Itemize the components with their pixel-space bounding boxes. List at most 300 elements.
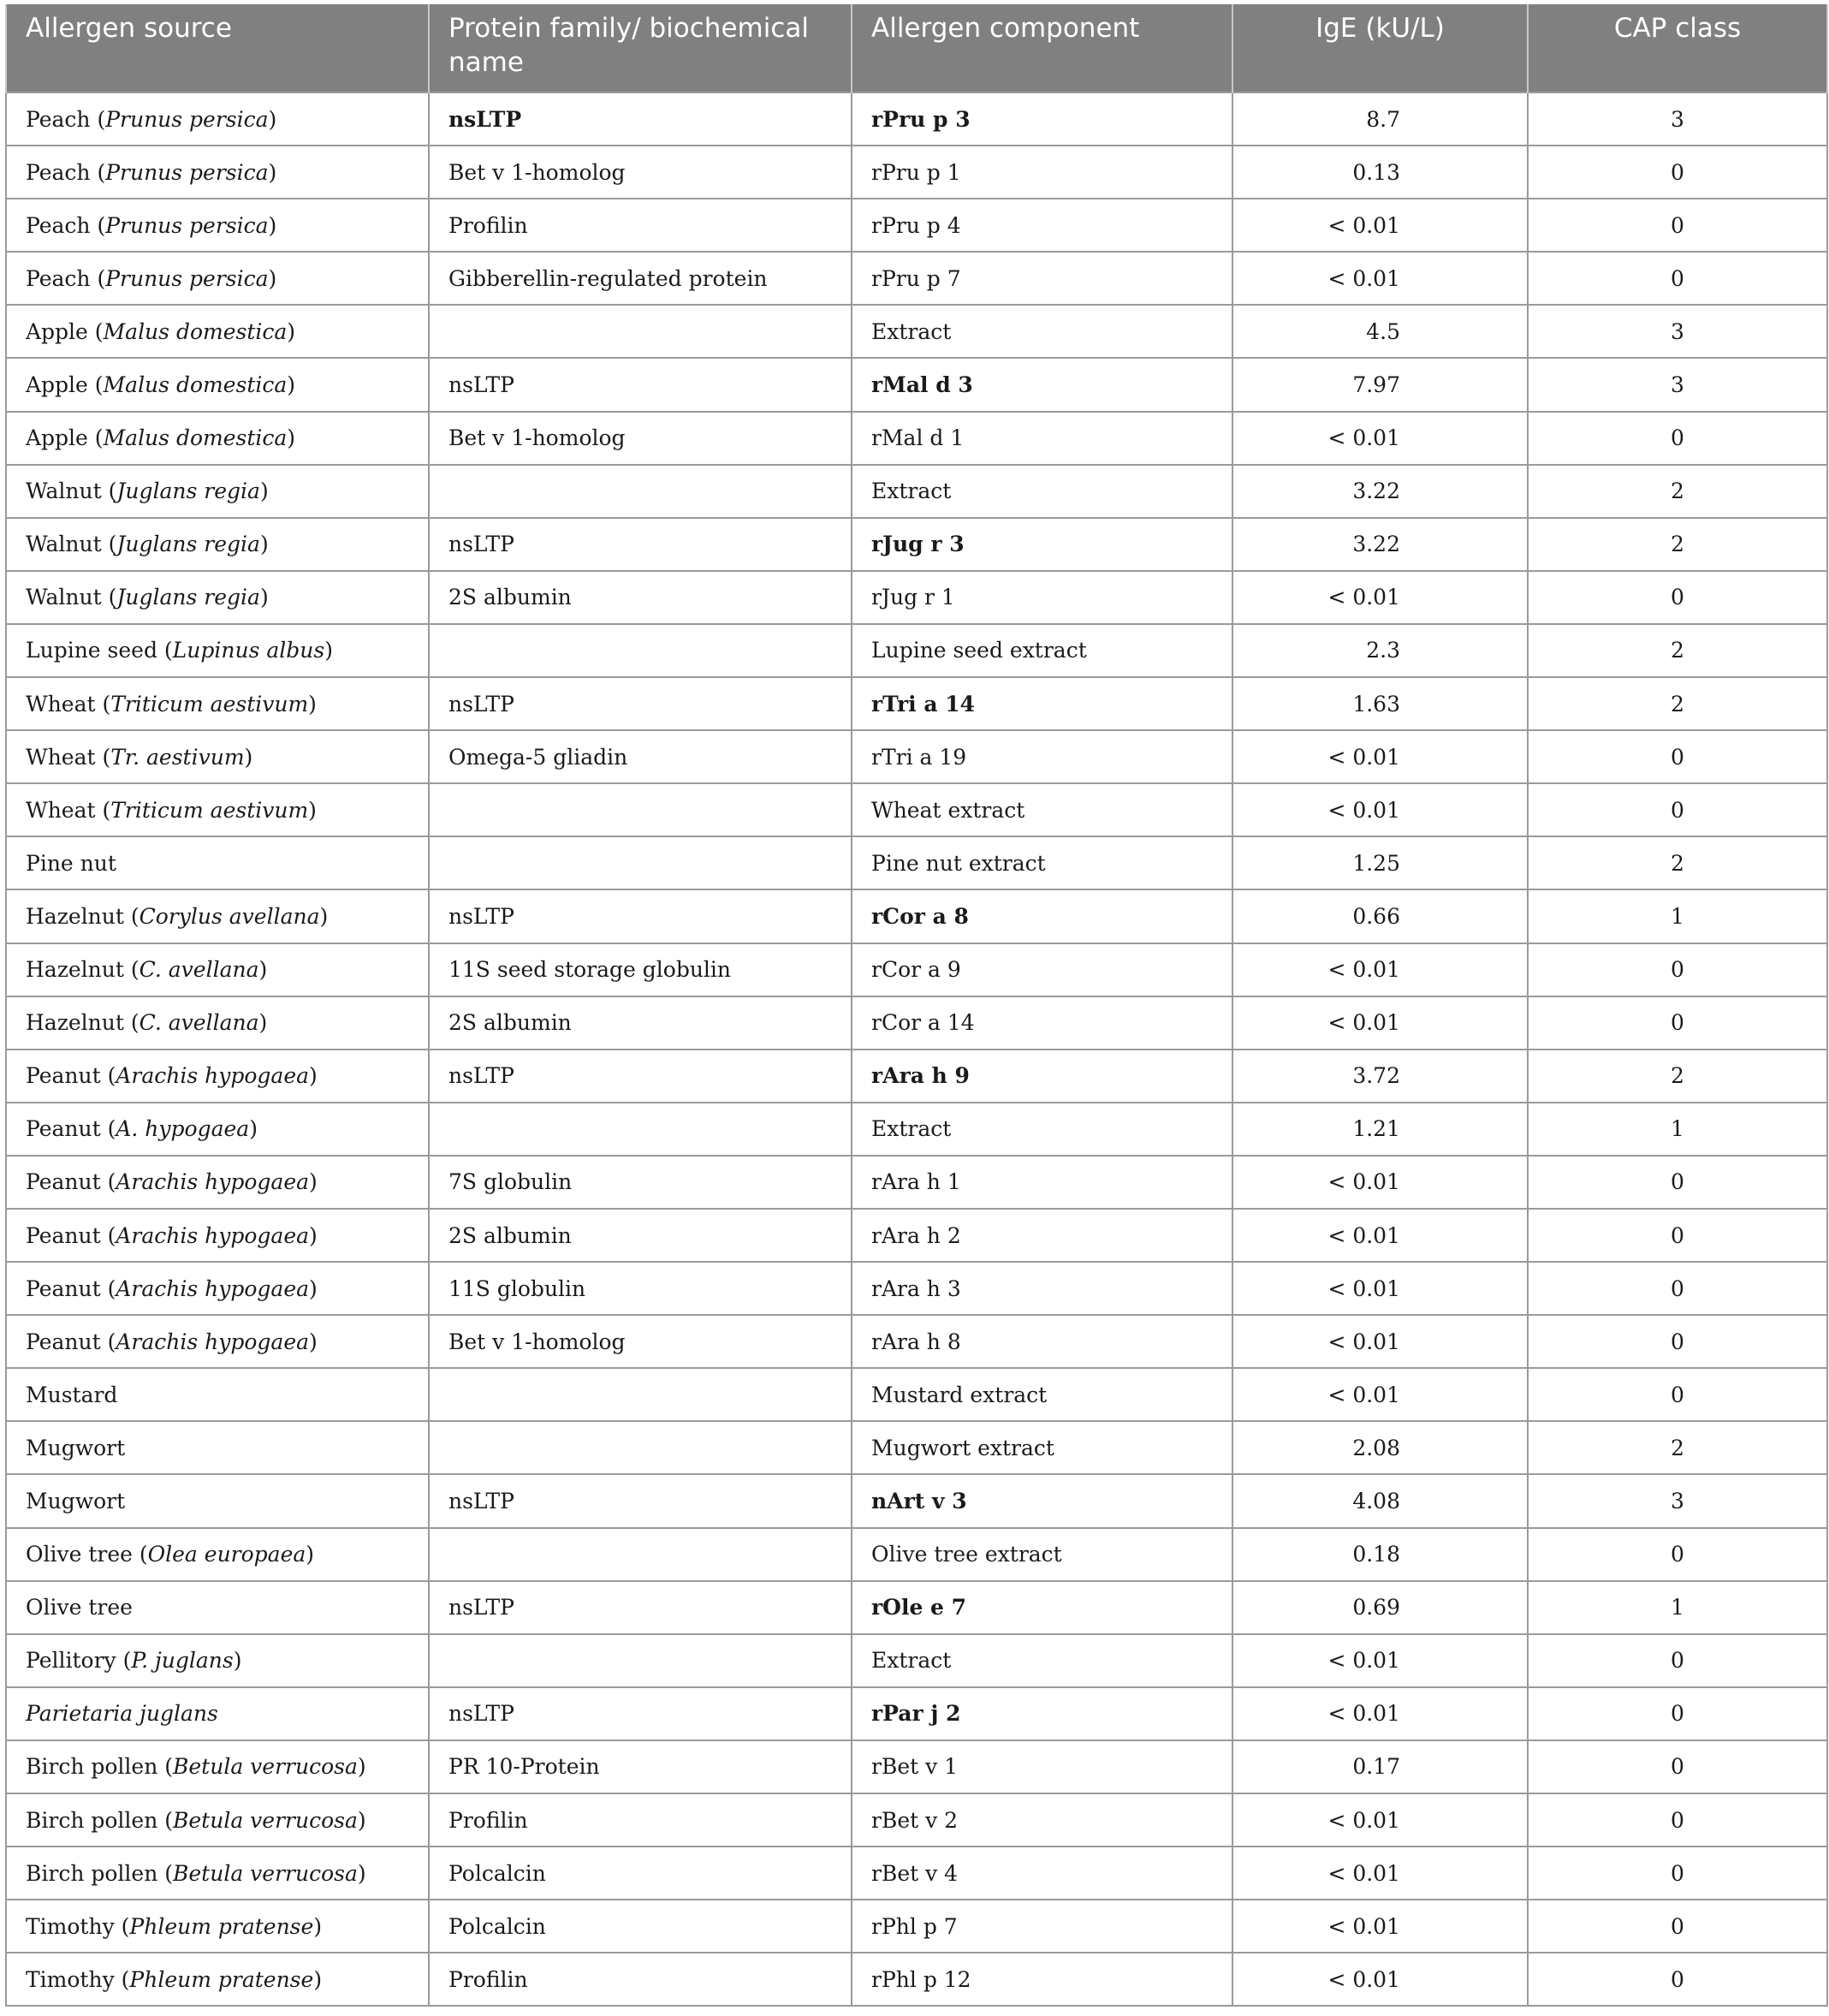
- table-row: [6, 412, 1827, 465]
- cell-allergen-source: [6, 1581, 429, 1634]
- cell-ige: < 0.01: [1232, 730, 1528, 783]
- source-name: Mugwort: [26, 1435, 126, 1460]
- header-cap-class: CAP class: [1528, 4, 1827, 92]
- cell-allergen-component: rPhl p 12: [852, 1953, 1232, 2006]
- source-name: Mustard: [26, 1382, 118, 1407]
- cell-protein-family: [429, 836, 852, 889]
- cell-allergen-source: [6, 1687, 429, 1740]
- source-latin-name: Malus domestica: [103, 425, 288, 451]
- cell-allergen-source: [6, 1953, 429, 2006]
- source-latin-name: Parietaria juglans: [26, 1701, 218, 1727]
- cell-cap-class: 0: [1528, 1687, 1827, 1740]
- cell-allergen-component: rPru p 1: [852, 146, 1232, 199]
- source-paren-close: ): [309, 1222, 318, 1248]
- table-row: [6, 305, 1827, 358]
- cell-allergen-source: [6, 1421, 429, 1474]
- cell-allergen-source: [6, 677, 429, 730]
- cell-cap-class: 0: [1528, 412, 1827, 465]
- cell-protein-family: [429, 1634, 852, 1687]
- cell-cap-class: 0: [1528, 1156, 1827, 1209]
- cell-protein-family: nsLTP: [429, 1474, 852, 1527]
- source-paren-close: ): [259, 532, 269, 557]
- cell-cap-class: 0: [1528, 1262, 1827, 1315]
- cell-protein-family: 11S globulin: [429, 1262, 852, 1315]
- table-row: [6, 465, 1827, 518]
- source-latin-name: Juglans regia: [116, 532, 260, 557]
- cell-allergen-component: rAra h 2: [852, 1209, 1232, 1262]
- source-name: Peanut (: [26, 1116, 116, 1142]
- header-ige: IgE (kU/L): [1232, 4, 1528, 92]
- cell-allergen-component: rMal d 3: [852, 358, 1232, 411]
- table-row: [6, 199, 1827, 252]
- source-paren-close: ): [308, 691, 317, 717]
- table-row: [6, 252, 1827, 305]
- allergen-table: [5, 4, 1828, 2007]
- cell-ige: 3.22: [1232, 518, 1528, 571]
- table-row: [6, 1209, 1827, 1262]
- cell-cap-class: 0: [1528, 943, 1827, 996]
- cell-protein-family: [429, 305, 852, 358]
- cell-protein-family: Bet v 1-homolog: [429, 146, 852, 199]
- cell-protein-family: Omega-5 gliadin: [429, 730, 852, 783]
- cell-protein-family: [429, 624, 852, 677]
- cell-ige: < 0.01: [1232, 571, 1528, 624]
- cell-allergen-component: rPhl p 7: [852, 1900, 1232, 1953]
- header-row: [6, 4, 1827, 92]
- source-paren-close: ): [324, 638, 333, 663]
- cell-allergen-component: rAra h 9: [852, 1050, 1232, 1103]
- cell-allergen-component: nArt v 3: [852, 1474, 1232, 1527]
- table-row: [6, 1474, 1827, 1527]
- cell-protein-family: PR 10-Protein: [429, 1740, 852, 1793]
- cell-cap-class: 2: [1528, 624, 1827, 677]
- cell-protein-family: nsLTP: [429, 677, 852, 730]
- source-name: Apple (: [26, 425, 104, 451]
- cell-allergen-source: [6, 199, 429, 252]
- cell-ige: 3.22: [1232, 465, 1528, 518]
- cell-cap-class: 0: [1528, 1847, 1827, 1900]
- source-paren-close: ): [357, 1807, 366, 1833]
- table-row: [6, 624, 1827, 677]
- source-latin-name: Prunus persica: [105, 106, 269, 132]
- cell-ige: 0.17: [1232, 1740, 1528, 1793]
- source-latin-name: Triticum aestivum: [110, 691, 309, 717]
- cell-allergen-source: [6, 1050, 429, 1103]
- source-name: Hazelnut (: [26, 957, 140, 983]
- cell-protein-family: [429, 1528, 852, 1581]
- cell-ige: 8.7: [1232, 92, 1528, 146]
- cell-ige: 1.21: [1232, 1103, 1528, 1156]
- cell-protein-family: Bet v 1-homolog: [429, 412, 852, 465]
- cell-allergen-source: [6, 1103, 429, 1156]
- source-name: Birch pollen (: [26, 1754, 174, 1780]
- cell-allergen-component: rTri a 19: [852, 730, 1232, 783]
- cell-protein-family: [429, 783, 852, 836]
- source-name: Walnut (: [26, 532, 117, 557]
- table-row: [6, 1900, 1827, 1953]
- cell-cap-class: 0: [1528, 146, 1827, 199]
- cell-cap-class: 0: [1528, 996, 1827, 1050]
- cell-allergen-source: [6, 1474, 429, 1527]
- cell-allergen-source: [6, 305, 429, 358]
- table-row: [6, 1687, 1827, 1740]
- table-row: [6, 1421, 1827, 1474]
- cell-cap-class: 2: [1528, 518, 1827, 571]
- source-latin-name: Olea europaea: [147, 1542, 306, 1567]
- source-paren-close: ): [233, 1648, 242, 1674]
- cell-allergen-source: [6, 996, 429, 1050]
- cell-protein-family: [429, 465, 852, 518]
- source-latin-name: P. juglans: [131, 1648, 234, 1674]
- cell-cap-class: 3: [1528, 358, 1827, 411]
- source-latin-name: Juglans regia: [116, 479, 260, 504]
- cell-allergen-component: Extract: [852, 1103, 1232, 1156]
- cell-protein-family: 2S albumin: [429, 996, 852, 1050]
- cell-cap-class: 3: [1528, 305, 1827, 358]
- source-paren-close: ): [268, 159, 277, 185]
- source-paren-close: ): [287, 425, 296, 451]
- table-row: [6, 1368, 1827, 1421]
- table-row: [6, 943, 1827, 996]
- cell-ige: < 0.01: [1232, 1262, 1528, 1315]
- cell-allergen-component: rBet v 1: [852, 1740, 1232, 1793]
- header-allergen-component: Allergen component: [852, 4, 1232, 92]
- cell-allergen-component: rAra h 1: [852, 1156, 1232, 1209]
- cell-ige: 1.25: [1232, 836, 1528, 889]
- source-paren-close: ): [268, 265, 277, 291]
- cell-allergen-source: [6, 92, 429, 146]
- table-row: [6, 1740, 1827, 1793]
- cell-ige: 0.18: [1232, 1528, 1528, 1581]
- source-name: Timothy (: [26, 1966, 130, 1992]
- cell-cap-class: 0: [1528, 1315, 1827, 1368]
- cell-allergen-component: rTri a 14: [852, 677, 1232, 730]
- cell-ige: 2.3: [1232, 624, 1528, 677]
- cell-cap-class: 0: [1528, 1368, 1827, 1421]
- cell-allergen-source: [6, 146, 429, 199]
- cell-cap-class: 0: [1528, 571, 1827, 624]
- source-paren-close: ): [268, 212, 277, 238]
- cell-ige: 1.63: [1232, 677, 1528, 730]
- cell-ige: 4.08: [1232, 1474, 1528, 1527]
- cell-allergen-source: [6, 1793, 429, 1847]
- cell-allergen-source: [6, 1209, 429, 1262]
- cell-protein-family: nsLTP: [429, 1687, 852, 1740]
- table-row: [6, 836, 1827, 889]
- cell-allergen-component: rCor a 9: [852, 943, 1232, 996]
- cell-protein-family: [429, 1421, 852, 1474]
- table-row: [6, 730, 1827, 783]
- cell-ige: < 0.01: [1232, 1793, 1528, 1847]
- table-row: [6, 1847, 1827, 1900]
- cell-cap-class: 0: [1528, 1528, 1827, 1581]
- cell-allergen-component: rMal d 1: [852, 412, 1232, 465]
- cell-allergen-component: rBet v 2: [852, 1793, 1232, 1847]
- cell-ige: < 0.01: [1232, 1209, 1528, 1262]
- cell-allergen-component: rPru p 3: [852, 92, 1232, 146]
- cell-protein-family: nsLTP: [429, 358, 852, 411]
- table-row: [6, 1103, 1827, 1156]
- table-row: [6, 996, 1827, 1050]
- source-name: Peanut (: [26, 1329, 116, 1354]
- cell-allergen-source: [6, 1900, 429, 1953]
- source-latin-name: A. hypogaea: [116, 1116, 250, 1142]
- source-paren-close: ): [287, 372, 296, 398]
- source-latin-name: Arachis hypogaea: [116, 1329, 310, 1354]
- header-protein-family: Protein family/ biochemical name: [429, 4, 852, 92]
- table-row: [6, 571, 1827, 624]
- cell-allergen-component: rCor a 8: [852, 889, 1232, 943]
- cell-protein-family: Profilin: [429, 199, 852, 252]
- source-name: Walnut (: [26, 585, 117, 610]
- source-latin-name: Arachis hypogaea: [116, 1222, 310, 1248]
- source-name: Peach (: [26, 159, 106, 185]
- cell-allergen-source: [6, 889, 429, 943]
- cell-ige: 0.69: [1232, 1581, 1528, 1634]
- cell-allergen-source: [6, 1634, 429, 1687]
- source-name: Peanut (: [26, 1222, 116, 1248]
- cell-allergen-source: [6, 252, 429, 305]
- cell-cap-class: 1: [1528, 889, 1827, 943]
- source-latin-name: Malus domestica: [103, 372, 288, 398]
- cell-allergen-component: Mustard extract: [852, 1368, 1232, 1421]
- table-row: [6, 1050, 1827, 1103]
- cell-cap-class: 0: [1528, 1900, 1827, 1953]
- cell-allergen-source: [6, 465, 429, 518]
- cell-allergen-source: [6, 412, 429, 465]
- source-name: Pellitory (: [26, 1648, 132, 1674]
- source-name: Birch pollen (: [26, 1860, 174, 1886]
- cell-protein-family: nsLTP: [429, 889, 852, 943]
- source-paren-close: ): [313, 1966, 323, 1992]
- source-latin-name: Prunus persica: [105, 212, 269, 238]
- source-latin-name: Juglans regia: [116, 585, 260, 610]
- source-name: Wheat (: [26, 691, 111, 717]
- cell-ige: < 0.01: [1232, 199, 1528, 252]
- source-paren-close: ): [249, 1116, 258, 1142]
- source-latin-name: Prunus persica: [105, 159, 269, 185]
- source-name: Walnut (: [26, 479, 117, 504]
- source-latin-name: Malus domestica: [103, 318, 288, 344]
- cell-ige: < 0.01: [1232, 1953, 1528, 2006]
- cell-cap-class: 2: [1528, 677, 1827, 730]
- source-name: Timothy (: [26, 1913, 130, 1939]
- cell-allergen-component: rJug r 3: [852, 518, 1232, 571]
- cell-cap-class: 0: [1528, 252, 1827, 305]
- cell-cap-class: 0: [1528, 1740, 1827, 1793]
- cell-cap-class: 0: [1528, 199, 1827, 252]
- cell-allergen-component: Extract: [852, 1634, 1232, 1687]
- source-paren-close: ): [308, 797, 317, 823]
- cell-allergen-component: Extract: [852, 465, 1232, 518]
- table-row: [6, 1156, 1827, 1209]
- cell-allergen-source: [6, 1528, 429, 1581]
- source-paren-close: ): [259, 585, 269, 610]
- cell-allergen-component: rAra h 3: [852, 1262, 1232, 1315]
- source-paren-close: ): [309, 1329, 318, 1354]
- source-latin-name: Betula verrucosa: [173, 1754, 358, 1780]
- source-name: Peanut (: [26, 1276, 116, 1301]
- cell-cap-class: 0: [1528, 1953, 1827, 2006]
- cell-ige: 7.97: [1232, 358, 1528, 411]
- cell-allergen-component: rPar j 2: [852, 1687, 1232, 1740]
- source-latin-name: Arachis hypogaea: [116, 1276, 310, 1301]
- table-row: [6, 677, 1827, 730]
- cell-protein-family: nsLTP: [429, 92, 852, 146]
- table-row: [6, 1262, 1827, 1315]
- table-row: [6, 358, 1827, 411]
- table-row: [6, 1793, 1827, 1847]
- cell-allergen-source: [6, 1315, 429, 1368]
- source-name: Peach (: [26, 265, 106, 291]
- cell-ige: < 0.01: [1232, 1634, 1528, 1687]
- source-latin-name: Phleum pratense: [129, 1966, 314, 1992]
- source-latin-name: Phleum pratense: [129, 1913, 314, 1939]
- cell-cap-class: 2: [1528, 1421, 1827, 1474]
- cell-cap-class: 3: [1528, 92, 1827, 146]
- cell-allergen-source: [6, 358, 429, 411]
- source-name: Peanut (: [26, 1169, 116, 1195]
- source-latin-name: Triticum aestivum: [110, 797, 309, 823]
- source-latin-name: C. avellana: [139, 1010, 259, 1036]
- cell-allergen-source: [6, 571, 429, 624]
- cell-allergen-component: rPru p 7: [852, 252, 1232, 305]
- cell-allergen-source: [6, 1156, 429, 1209]
- cell-ige: 3.72: [1232, 1050, 1528, 1103]
- source-name: Wheat (: [26, 797, 111, 823]
- cell-protein-family: 2S albumin: [429, 1209, 852, 1262]
- source-paren-close: ): [268, 106, 277, 132]
- cell-cap-class: 0: [1528, 1209, 1827, 1262]
- cell-allergen-source: [6, 730, 429, 783]
- source-latin-name: C. avellana: [139, 957, 259, 983]
- cell-cap-class: 2: [1528, 465, 1827, 518]
- table-row: [6, 1528, 1827, 1581]
- cell-ige: 0.13: [1232, 146, 1528, 199]
- cell-allergen-component: Olive tree extract: [852, 1528, 1232, 1581]
- table-row: [6, 146, 1827, 199]
- source-paren-close: ): [357, 1860, 366, 1886]
- cell-allergen-component: rJug r 1: [852, 571, 1232, 624]
- table-row: [6, 1953, 1827, 2006]
- cell-protein-family: nsLTP: [429, 1581, 852, 1634]
- cell-ige: < 0.01: [1232, 1315, 1528, 1368]
- source-name: Apple (: [26, 318, 104, 344]
- cell-allergen-component: Mugwort extract: [852, 1421, 1232, 1474]
- source-name: Mugwort: [26, 1488, 126, 1513]
- cell-cap-class: 1: [1528, 1103, 1827, 1156]
- cell-protein-family: [429, 1103, 852, 1156]
- source-name: Apple (: [26, 372, 104, 398]
- table-row: [6, 518, 1827, 571]
- table-body: [6, 92, 1827, 2006]
- cell-allergen-source: [6, 1262, 429, 1315]
- cell-protein-family: Bet v 1-homolog: [429, 1315, 852, 1368]
- cell-ige: < 0.01: [1232, 252, 1528, 305]
- cell-ige: < 0.01: [1232, 1687, 1528, 1740]
- cell-allergen-component: rAra h 8: [852, 1315, 1232, 1368]
- cell-allergen-component: rPru p 4: [852, 199, 1232, 252]
- source-latin-name: Arachis hypogaea: [116, 1063, 310, 1089]
- source-latin-name: Corylus avellana: [139, 903, 320, 929]
- table-row: [6, 889, 1827, 943]
- cell-allergen-source: [6, 783, 429, 836]
- source-name: Peanut (: [26, 1063, 116, 1089]
- source-name: Peach (: [26, 106, 106, 132]
- cell-protein-family: 7S globulin: [429, 1156, 852, 1209]
- source-paren-close: ): [258, 957, 268, 983]
- cell-ige: 2.08: [1232, 1421, 1528, 1474]
- source-paren-close: ): [319, 903, 329, 929]
- table-row: [6, 783, 1827, 836]
- cell-protein-family: Gibberellin-regulated protein: [429, 252, 852, 305]
- source-latin-name: Betula verrucosa: [173, 1860, 358, 1886]
- source-paren-close: ): [259, 479, 269, 504]
- table-row: [6, 1315, 1827, 1368]
- cell-allergen-component: Lupine seed extract: [852, 624, 1232, 677]
- cell-allergen-component: rCor a 14: [852, 996, 1232, 1050]
- cell-cap-class: 0: [1528, 730, 1827, 783]
- source-name: Wheat (: [26, 744, 111, 770]
- cell-allergen-source: [6, 518, 429, 571]
- cell-cap-class: 0: [1528, 783, 1827, 836]
- cell-allergen-component: Wheat extract: [852, 783, 1232, 836]
- header-allergen-source: Allergen source: [6, 4, 429, 92]
- source-name: Pine nut: [26, 850, 116, 876]
- cell-allergen-source: [6, 1847, 429, 1900]
- source-name: Olive tree (: [26, 1542, 148, 1567]
- cell-allergen-source: [6, 1740, 429, 1793]
- source-name: Hazelnut (: [26, 903, 140, 929]
- cell-ige: < 0.01: [1232, 943, 1528, 996]
- cell-protein-family: nsLTP: [429, 1050, 852, 1103]
- source-paren-close: ): [287, 318, 296, 344]
- cell-ige: < 0.01: [1232, 1900, 1528, 1953]
- cell-protein-family: Profilin: [429, 1953, 852, 2006]
- cell-protein-family: nsLTP: [429, 518, 852, 571]
- cell-protein-family: Polcalcin: [429, 1900, 852, 1953]
- cell-allergen-component: Extract: [852, 305, 1232, 358]
- source-latin-name: Prunus persica: [105, 265, 269, 291]
- table-header: [6, 4, 1827, 92]
- source-paren-close: ): [309, 1169, 318, 1195]
- cell-allergen-source: [6, 836, 429, 889]
- source-name: Birch pollen (: [26, 1807, 174, 1833]
- source-paren-close: ): [357, 1754, 366, 1780]
- cell-cap-class: 2: [1528, 836, 1827, 889]
- cell-ige: < 0.01: [1232, 996, 1528, 1050]
- source-name: Hazelnut (: [26, 1010, 140, 1036]
- cell-allergen-component: Pine nut extract: [852, 836, 1232, 889]
- cell-allergen-source: [6, 1368, 429, 1421]
- cell-protein-family: [429, 1368, 852, 1421]
- source-name: Peach (: [26, 212, 106, 238]
- cell-cap-class: 0: [1528, 1634, 1827, 1687]
- table-row: [6, 1634, 1827, 1687]
- cell-allergen-component: rOle e 7: [852, 1581, 1232, 1634]
- source-latin-name: Betula verrucosa: [173, 1807, 358, 1833]
- source-latin-name: Lupinus albus: [172, 638, 325, 663]
- source-paren-close: ): [309, 1063, 318, 1089]
- source-paren-close: ): [309, 1276, 318, 1301]
- cell-cap-class: 3: [1528, 1474, 1827, 1527]
- source-paren-close: ): [244, 744, 253, 770]
- source-latin-name: Tr. aestivum: [110, 744, 245, 770]
- table-row: [6, 1581, 1827, 1634]
- cell-ige: < 0.01: [1232, 1847, 1528, 1900]
- cell-allergen-component: rBet v 4: [852, 1847, 1232, 1900]
- cell-ige: 4.5: [1232, 305, 1528, 358]
